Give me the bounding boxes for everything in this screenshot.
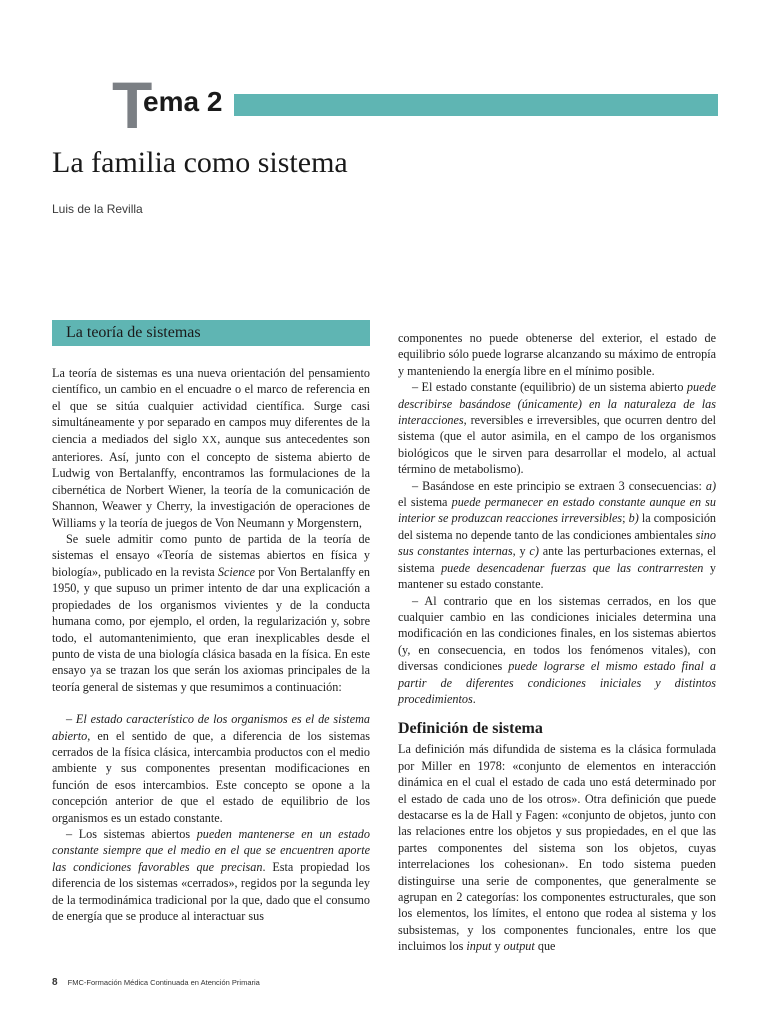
article-title: La familia como sistema [52, 146, 348, 179]
section-heading: La teoría de sistemas [52, 320, 370, 346]
text-run: , y [512, 544, 530, 559]
article-author: Luis de la Revilla [52, 202, 143, 216]
chapter-label [112, 68, 718, 142]
italic-text: Science [217, 564, 256, 579]
paragraph [398, 741, 716, 954]
paragraph [52, 826, 370, 924]
italic-text: output [503, 939, 535, 954]
text-run: , en el sentido de que, a diferencia de los sistemas cerrados de la física clásica, intercambia productos con el medio ambiente y sus componentes presentan modificaciones en función de esos intercambios. Este concepto se opone a la concepción anterior de que el estado de equilibrio de los organismos es un estado constante. [52, 728, 370, 825]
page-number: 8 [52, 977, 58, 988]
italic-text: c) [529, 544, 539, 559]
text-run: , aunque sus antecedentes son anteriores. Así, junto con el concepto de sistema abierto de Ludwig von Bertalanffy, encontramos las formulaciones de la cibernética de Norbert Wiener, la teoría de la comunicación de Shannon, Weawer y Cherry, la investigación de operaciones de Williams y la teoría de juegos de Von Neumann y Morgenstern, [52, 431, 370, 530]
text-run: y [491, 939, 504, 954]
text-run: que [534, 939, 556, 954]
left-column [52, 365, 370, 924]
text-run: . Esta propiedad los diferencia de los sistemas «cerrados», regidos por la segunda ley de la termodinámica tradicional por la que, dado que el consumo de energía que se produce al interactuar sus [52, 859, 370, 923]
text-run: componentes no puede obtenerse del exterior, el estado de equilibrio sólo puede lograrse alcanzando su máximo de entropía y manteniendo la energía libre en el mínimo posible. [398, 331, 716, 378]
italic-text: puede lograrse el mismo estado final a partir de diferentes condiciones iniciales y distintos procedimientos [398, 659, 716, 706]
text-run: La definición más difundida de sistema es la clásica formulada por Miller en 1978: «conjunto de elementos en interacción dinámica en el cual el estado de cada uno está determinado por el estado de cada uno de los otros». Otra definición que puede destacarse es la de Hall y Fagen: «conjunto de objetos, junto con las relaciones entre los objetos y sus propiedades, en el que las partes componentes del sistema son los objetos, cuyas interrelaciones los cohesionan». En todo sistema pueden distinguirse una serie de componentes, que generalmente se agrupan en 2 categorías: los componentes estructurales, que son los elementos, los límites, el entono que rodea al sistema y los subsistemas, y los componentes funcionales, entre los que incluimos los [398, 742, 716, 954]
text-run: – Al contrario que en los sistemas cerrados, en los que cualquier cambio en las condiciones iniciales determina una modificación en las condiciones finales, en los sistemas abiertos (y, en consecuencia, en todos los fenómenos vitales), con diversas condiciones [398, 593, 716, 674]
italic-text: puede describirse basándose (únicamente) en la naturaleza de las interacciones [398, 380, 716, 428]
italic-text: a) [705, 478, 716, 493]
paragraph [398, 478, 716, 593]
text-run: – Basándose en este principio se extraen 3 consecuencias: [412, 478, 706, 493]
subsection-heading: Definición de sistema [398, 720, 543, 738]
paragraph [398, 330, 716, 379]
paragraph [52, 711, 370, 826]
text-run: ; [622, 511, 629, 526]
italic-text: puede permanecer en estado constante aunque en su interior se produzcan reacciones irreversibles [398, 495, 716, 526]
page-footer [52, 977, 260, 988]
chapter-bar [234, 94, 718, 116]
text-run: , reversibles e irreversibles, que ocurren dentro del sistema (que el autor asimila, en el campo de los organismos biológicos que le sirven para desarrollar el modelo, al actual término de metabolismo). [398, 413, 716, 477]
text-run: ante las perturbaciones externas, el sistema [398, 544, 716, 575]
text-run: por Von Bertalanffy en 1950, y que supuso un primer intento de dar una explicación a propiedades de los organismos vivientes y de la conducta humana como, por ejemplo, el orden, la regularización y, sobre todo, el automantenimiento, que eran inexplicables desde el punto de vista de una biología clásica basada en la física. En este ensayo ya se trazan los que serán los axiomas principales de la teoría general de sistemas y que resumimos a continuación: [52, 564, 371, 694]
right-column [398, 330, 716, 955]
text-run: la composición del sistema no depende tanto de las condiciones ambientales [398, 511, 717, 542]
chapter-initial: T [112, 68, 153, 142]
italic-text: b) [628, 511, 639, 526]
text-run: . [472, 691, 476, 706]
italic-text: – El estado característico de los organismos es el de sistema abierto [52, 712, 370, 743]
text-run: – Los sistemas abiertos [66, 826, 197, 841]
paragraph [52, 365, 370, 531]
text-run: – El estado constante (equilibrio) de un sistema abierto [412, 380, 687, 395]
italic-text: puede desencadenar fuerzas que las contrarresten [441, 560, 704, 575]
journal-name: FMC-Formación Médica Continuada en Atención Primaria [67, 978, 260, 987]
text-run: el sistema [398, 495, 452, 510]
text-run: La teoría de sistemas es una nueva orientación del pensamiento científico, un cambio en el encuadre o el marco de referencia en el que se sitúa cualquier actividad científica. Surge casi simultáneamente y por separado en campos muy diferentes de la ciencia a mediados del siglo [52, 366, 370, 446]
chapter-number: ema 2 [143, 86, 223, 117]
italic-text: sino sus constantes internas [398, 527, 716, 559]
paragraph [398, 379, 716, 477]
text-run: XX [201, 434, 218, 446]
text-run: Se suele admitir como punto de partida de la teoría de sistemas el ensayo «Teoría de sistemas abiertos en física y biología», publicado en la revista [52, 532, 370, 579]
paragraph [52, 531, 370, 695]
paragraph [398, 593, 716, 708]
italic-text: pueden mantenerse en un estado constante siempre que el medio en el que se encuentren aporte las condiciones favorables que precisan [52, 826, 370, 874]
text-run: y mantener su estado constante. [398, 560, 717, 592]
italic-text: input [466, 939, 492, 954]
